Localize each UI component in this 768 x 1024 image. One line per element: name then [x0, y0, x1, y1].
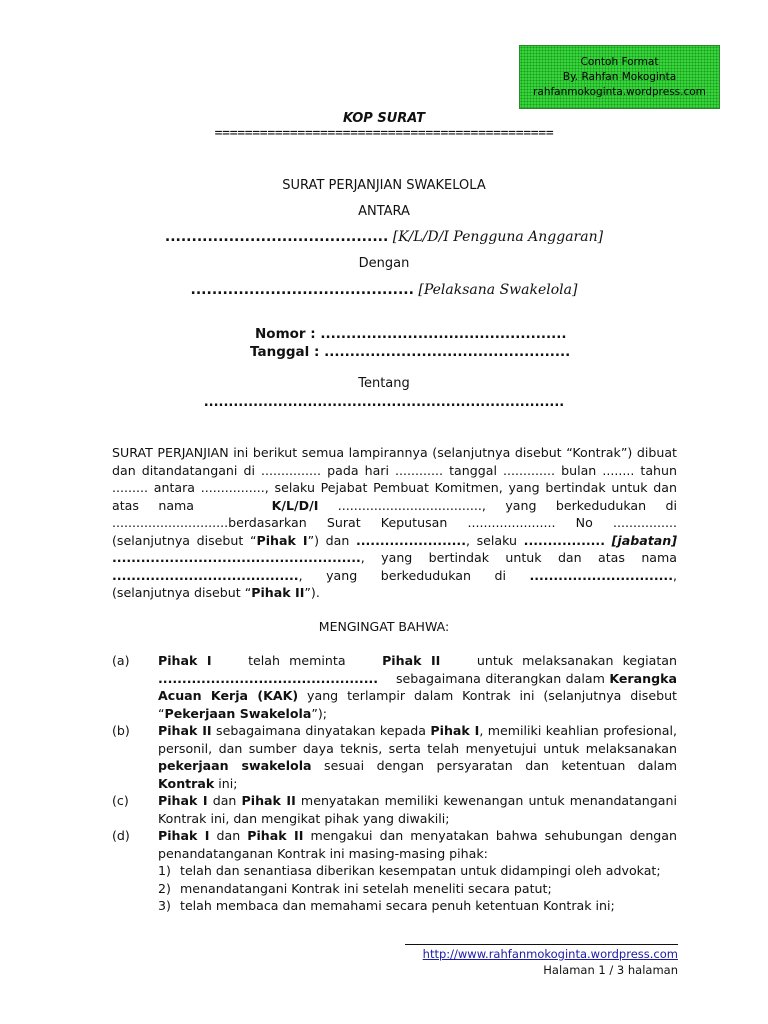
- para-dots: ..............................................: [158, 670, 379, 686]
- para-text: dan: [212, 793, 237, 808]
- pihak-1-term: Pihak I: [256, 532, 308, 548]
- para-text: ”) dan: [307, 532, 350, 548]
- list-item: [112, 652, 677, 722]
- sub-item: [158, 880, 677, 898]
- para-text: dan: [216, 828, 241, 843]
- pihak-2-term: Pihak II: [158, 723, 212, 738]
- para-text: sebagaimana diterangkan dalam: [395, 670, 605, 686]
- footer-link[interactable]: http://www.rahfanmokoginta.wordpress.com: [422, 947, 678, 961]
- sub-item-text: telah dan senantiasa diberikan kesempatan untuk didampingi oleh advokat;: [180, 863, 661, 878]
- pekerjaan-term: pekerjaan swakelola: [158, 758, 312, 773]
- jabatan-term: [jabatan]: [611, 532, 677, 548]
- kak-term: Kerangka Acuan Kerja (KAK): [158, 670, 677, 703]
- party-2-name: [Pelaksana Swakelola]: [418, 282, 578, 298]
- pekerjaan-term: Pekerjaan Swakelola: [164, 705, 312, 721]
- para-text: sesuai dengan persyaratan dan ketentuan dalam: [324, 758, 678, 773]
- para-text: yang terlampir dalam Kontrak ini (selanjutnya disebut “: [158, 688, 677, 721]
- para-text: telah meminta: [248, 653, 346, 668]
- item-marker: (b): [112, 723, 130, 738]
- item-text: [158, 792, 677, 827]
- para-dots: ....................................................: [112, 550, 361, 565]
- party-2-dots: ..........................................: [190, 282, 414, 298]
- para-text: , memiliki keahlian profesional, personil, dan sumber daya teknis, serta telah menyetujui untuk melaksanakan: [158, 723, 677, 756]
- sub-item-number: 3): [158, 898, 171, 913]
- kldi-label: K/L/D/I: [271, 497, 319, 513]
- para-dots: .......................................: [112, 567, 299, 583]
- para-text: , yang bertindak untuk dan atas nama: [360, 550, 677, 565]
- item-text: [158, 827, 677, 915]
- para-text: sebagaimana dinyatakan kepada: [216, 723, 426, 738]
- item-marker: (d): [112, 828, 130, 843]
- para-text: ini;: [218, 775, 238, 791]
- tanggal-dots: ................................................: [324, 344, 571, 360]
- para-dots: .................: [523, 532, 606, 548]
- pihak-1-term: Pihak I: [430, 723, 480, 738]
- para-text: ”);: [311, 705, 328, 721]
- recitals-list: [112, 652, 677, 915]
- para-text: mengakui dan menyatakan bahwa sehubungan dengan penandatanganan Kontrak ini masing-masing pihak:: [158, 828, 677, 861]
- nomor-tanggal-block: [250, 325, 570, 361]
- para-dots: .......................: [355, 532, 466, 548]
- footer-divider: [405, 944, 678, 945]
- pihak-2-term: Pihak II: [247, 828, 304, 843]
- party-1-dots: ..........................................: [164, 229, 389, 245]
- tanggal-label: Tanggal :: [250, 344, 320, 360]
- pihak-1-term: Pihak I: [158, 828, 210, 843]
- party-1-line: [0, 229, 768, 245]
- para-text: ...................................., yang berkedudukan di .............................berdasarkan Surat Keputusan ...................... No ................ (selanjutnya disebut “: [112, 497, 677, 548]
- para-text: untuk melaksanakan kegiatan: [476, 653, 678, 668]
- item-marker: (a): [112, 653, 130, 668]
- sub-item: [158, 862, 677, 880]
- para-text: , yang berkedudukan di: [298, 567, 506, 583]
- stamp-line-2: By. Rahfan Mokoginta: [562, 70, 677, 83]
- pihak-1-term: Pihak I: [158, 793, 208, 808]
- watermark-stamp: [519, 45, 720, 109]
- stamp-line-1: Contoh Format: [580, 55, 659, 68]
- pihak-2-term: Pihak II: [251, 585, 305, 600]
- nomor-dots: ................................................: [320, 326, 567, 342]
- page-number: Halaman 1 / 3 halaman: [543, 963, 678, 977]
- sub-item-text: telah membaca dan memahami secara penuh ketentuan Kontrak ini;: [180, 898, 615, 913]
- item-text: [158, 722, 677, 792]
- pihak-2-term: Pihak II: [241, 793, 296, 808]
- para-text: , (selanjutnya disebut “: [112, 567, 677, 600]
- party-1-name: [K/L/D/I Pengguna Anggaran]: [392, 229, 604, 245]
- sub-item-number: 2): [158, 880, 171, 896]
- list-item: [112, 792, 677, 827]
- nomor-label: Nomor :: [255, 326, 316, 342]
- sub-item: [158, 897, 677, 915]
- document-title: SURAT PERJANJIAN SWAKELOLA: [282, 178, 486, 193]
- list-item: [112, 722, 677, 792]
- sub-item-number: 1): [158, 863, 171, 878]
- mengingat-heading: MENGINGAT BAHWA:: [318, 619, 450, 634]
- para-text: ”).: [304, 585, 320, 600]
- para-text: SURAT PERJANJIAN ini berikut semua lampirannya (selanjutnya disebut “Kontrak”) dibuat dan ditandatangani di ............... pada hari ............ tanggal ............. bulan ........ tahun ......... antara ................, selaku Pejabat Pembuat Komitmen, yang bertindak untuk dan atas nama: [112, 445, 677, 513]
- party-2-line: [0, 282, 768, 298]
- letterhead-title: KOP SURAT: [343, 111, 425, 126]
- tentang-label: Tentang: [358, 376, 410, 391]
- item-marker: (c): [112, 793, 129, 808]
- pihak-2-term: Pihak II: [382, 653, 441, 668]
- dengan-label: Dengan: [358, 256, 410, 271]
- pihak-1-term: Pihak I: [158, 653, 212, 668]
- antara-label: ANTARA: [358, 204, 410, 219]
- list-item: [112, 827, 677, 915]
- kontrak-term: Kontrak: [158, 775, 215, 791]
- para-dots: ..............................: [529, 567, 673, 583]
- tentang-dots: .........................................................................: [203, 395, 565, 410]
- letterhead-rule: =============================================: [214, 126, 554, 141]
- para-text: , selaku: [466, 532, 518, 548]
- sub-item-text: menandatangani Kontrak ini setelah meneliti secara patut;: [180, 880, 552, 896]
- item-text: [158, 652, 677, 722]
- stamp-line-3: rahfanmokoginta.wordpress.com: [533, 85, 706, 98]
- opening-paragraph: [112, 444, 677, 602]
- para-text: menyatakan memiliki kewenangan untuk menandatangani Kontrak ini, dan mengikat pihak yang diwakili;: [158, 793, 677, 826]
